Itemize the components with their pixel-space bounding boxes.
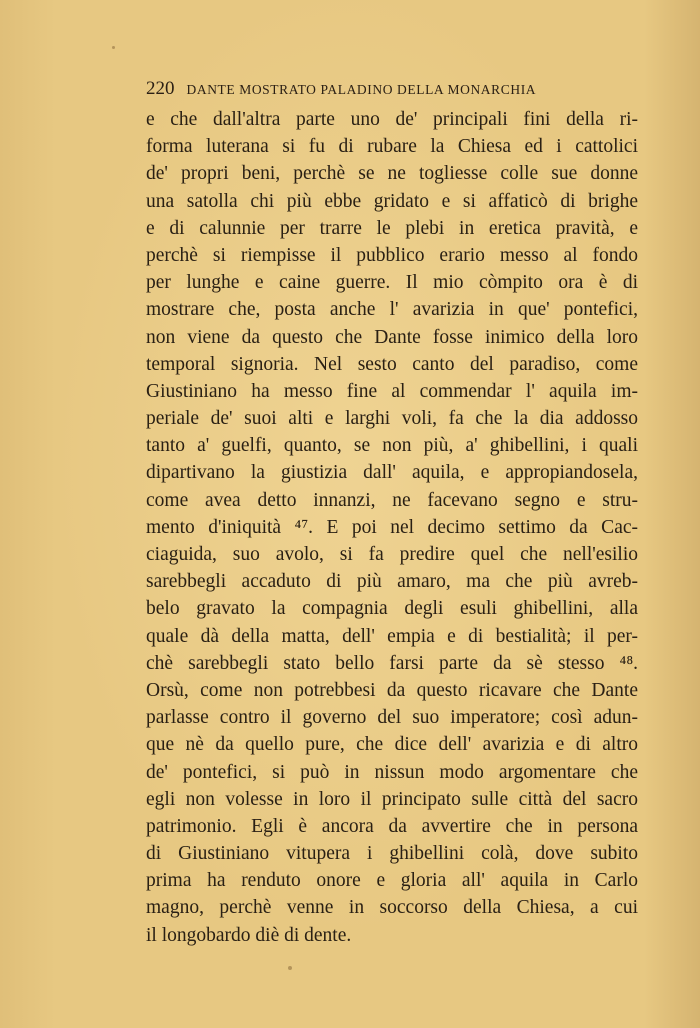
text-line: belo gravato la compagnia degli esuli ghibellini, alla (146, 598, 638, 620)
running-header (146, 78, 646, 102)
text-line: e di calunnie per trarre le plebi in eretica pravità, e (146, 217, 638, 239)
text-line: e che dall'altra parte uno de' principali fini della ri- (146, 109, 638, 130)
text-line: per lunghe e caine guerre. Il mio còmpito ora è di (146, 272, 638, 294)
text-line: mostrare che, posta anche l' avarizia in que' pontefici, (146, 299, 638, 321)
page-number: 220 (146, 78, 175, 99)
text-line: periale de' suoi alti e larghi voli, fa che la dia addosso (146, 408, 638, 430)
paper-speck (112, 46, 115, 49)
text-line: tanto a' guelfi, quanto, se non più, a' ghibellini, i quali (146, 435, 638, 457)
text-line: de' pontefici, si può in nissun modo argomentare che (146, 761, 638, 783)
text-line: egli non volesse in loro il principato sulle città del sacro (146, 788, 638, 810)
text-line: dipartivano la giustizia dall' aquila, e appropiandosela, (146, 462, 638, 484)
text-line: temporal signoria. Nel sesto canto del paradiso, come (146, 353, 638, 375)
text-line: de' propri beni, perchè se ne togliesse colle sue donne (146, 163, 638, 185)
text-line: quale dà della matta, dell' empia e di bestialità; il per- (146, 625, 638, 647)
text-line: una satolla chi più ebbe gridato e si affaticò di brighe (146, 190, 638, 212)
running-title: DANTE MOSTRATO PALADINO DELLA MONARCHIA (186, 82, 537, 97)
text-line: non viene da questo che Dante fosse inimico della loro (146, 326, 638, 348)
text-line: Giustiniano ha messo fine al commendar l' aquila im- (146, 380, 638, 402)
text-line: perchè si riempisse il pubblico erario messo al fondo (146, 244, 638, 266)
text-line: mento d'iniquità ⁴⁷. E poi nel decimo settimo da Cac- (146, 516, 638, 538)
text-line: come avea detto innanzi, ne facevano segno e stru- (146, 489, 638, 511)
text-line: ciaguida, suo avolo, si fa predire quel che nell'esilio (146, 544, 638, 565)
text-line: sarebbegli accaduto di più amaro, ma che più avreb- (146, 571, 638, 593)
text-line: patrimonio. Egli è ancora da avvertire che in persona (146, 815, 638, 837)
text-line: magno, perchè venne in soccorso della Chiesa, a cui (146, 897, 638, 919)
text-line: parlasse contro il governo del suo imperatore; così adun- (146, 707, 638, 729)
text-line: prima ha renduto onore e gloria all' aquila in Carlo (146, 870, 638, 892)
text-line: di Giustiniano vitupera i ghibellini colà, dove subito (146, 843, 638, 865)
text-line: que nè da quello pure, che dice dell' avarizia e di altro (146, 734, 638, 756)
text-line: il longobardo diè di dente. (146, 924, 352, 946)
body-text (146, 106, 638, 949)
text-line: forma luterana si fu di rubare la Chiesa ed i cattolici (146, 136, 638, 158)
paper-speck (288, 966, 292, 970)
text-line: chè sarebbegli stato bello farsi parte da sè stesso ⁴⁸. (146, 652, 638, 674)
text-line: Orsù, come non potrebbesi da questo ricavare che Dante (146, 679, 638, 701)
